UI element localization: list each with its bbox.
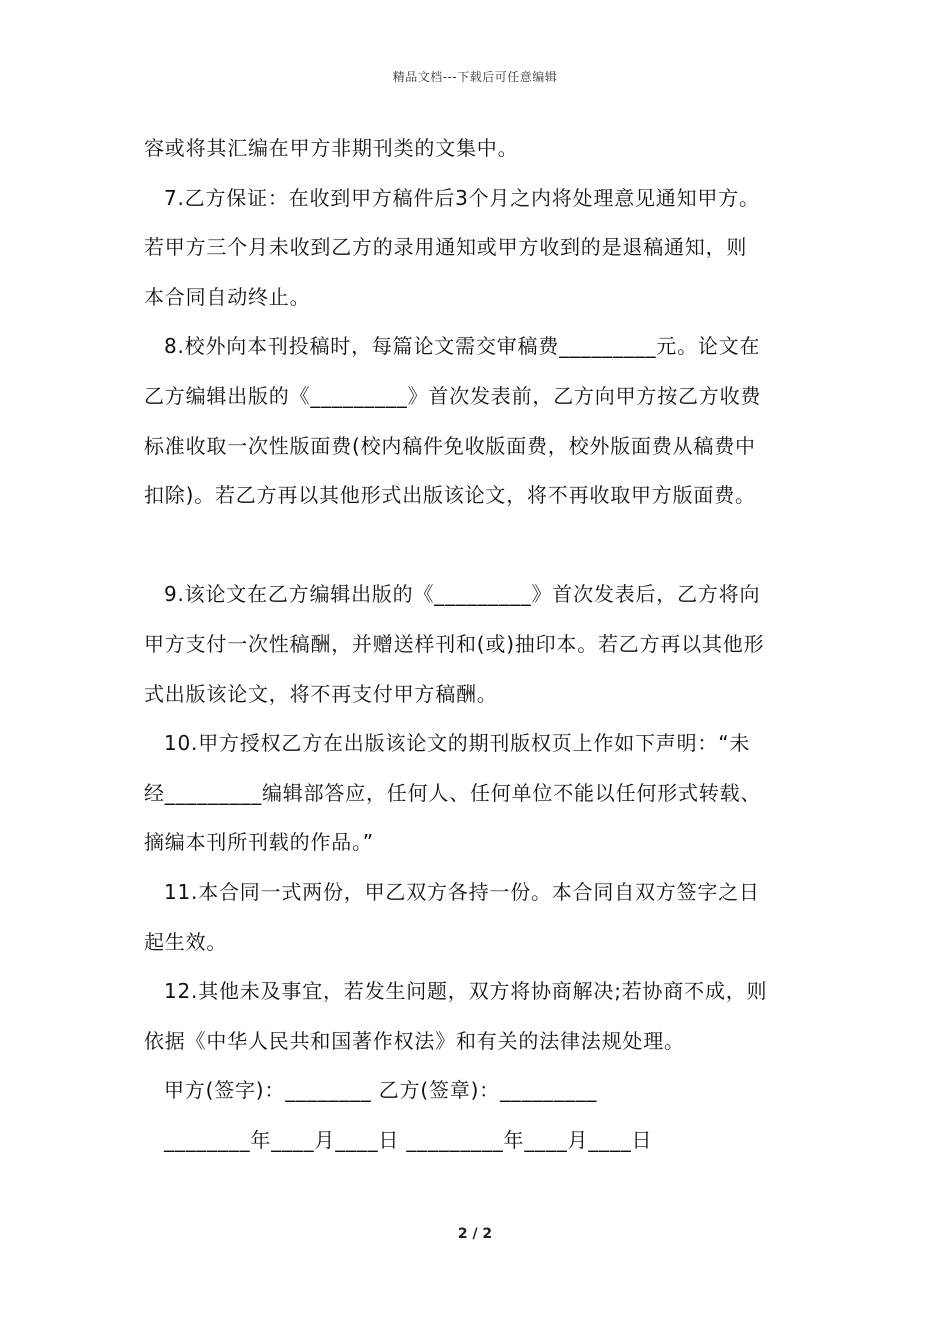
clause-7-line: 本合同自动终止。 [144, 284, 311, 309]
clause-7-line: 若甲方三个月未收到乙方的录用通知或甲方收到的是退稿通知，则 [144, 235, 748, 260]
clause-11-line: 起生效。 [144, 929, 228, 954]
clause-10-line: 10.甲方授权乙方在出版该论文的期刊版权页上作如下声明：“未 [164, 731, 751, 756]
page-number: 2 / 2 [457, 1226, 493, 1242]
clause-12-line: 12.其他未及事宜，若发生问题，双方将协商解决;若协商不成，则 [164, 979, 768, 1004]
paragraph-spacer [144, 521, 812, 571]
clause-12-line: 依据《中华人民共和国著作权法》和有关的法律法规处理。 [144, 1028, 685, 1053]
document-body [144, 124, 812, 1165]
clause-9-line: 式出版该论文，将不再支付甲方稿酬。 [144, 681, 498, 706]
clause-8-line: 8.校外向本刊投稿时，每篇论文需交审稿费_________元。论文在 [164, 334, 761, 359]
page-header: 精品文档---下载后可任意编辑 [392, 70, 558, 84]
clause-9-line: 甲方支付一次性稿酬，并赠送样刊和(或)抽印本。若乙方再以其他形 [144, 631, 765, 656]
clause-10-line: 摘编本刊所刊载的作品。” [144, 830, 374, 855]
clause-7-line: 7.乙方保证：在收到甲方稿件后3个月之内将处理意见通知甲方。 [164, 185, 760, 210]
clause-8-line: 标准收取一次性版面费(校内稿件免收版面费，校外版面费从稿费中 [144, 433, 756, 458]
clause-8-line: 乙方编辑出版的《_________》首次发表前，乙方向甲方按乙方收费 [144, 383, 762, 408]
paragraph-line: 容或将其汇编在甲方非期刊类的文集中。 [144, 136, 519, 160]
clause-11-line: 11.本合同一式两份，甲乙双方各持一份。本合同自双方签字之日 [164, 879, 760, 904]
clause-8-line: 扣除)。若乙方再以其他形式出版该论文，将不再收取甲方版面费。 [144, 483, 756, 508]
signature-line: 甲方(签字)：________ 乙方(签章)：_________ [164, 1078, 598, 1103]
clause-10-line: 经_________编辑部答应，任何人、任何单位不能以任何形式转载、 [144, 780, 762, 805]
date-line: ________年____月____日 _________年____月____日 [164, 1127, 653, 1152]
clause-9-line: 9.该论文在乙方编辑出版的《_________》首次发表后，乙方将向 [164, 582, 761, 607]
